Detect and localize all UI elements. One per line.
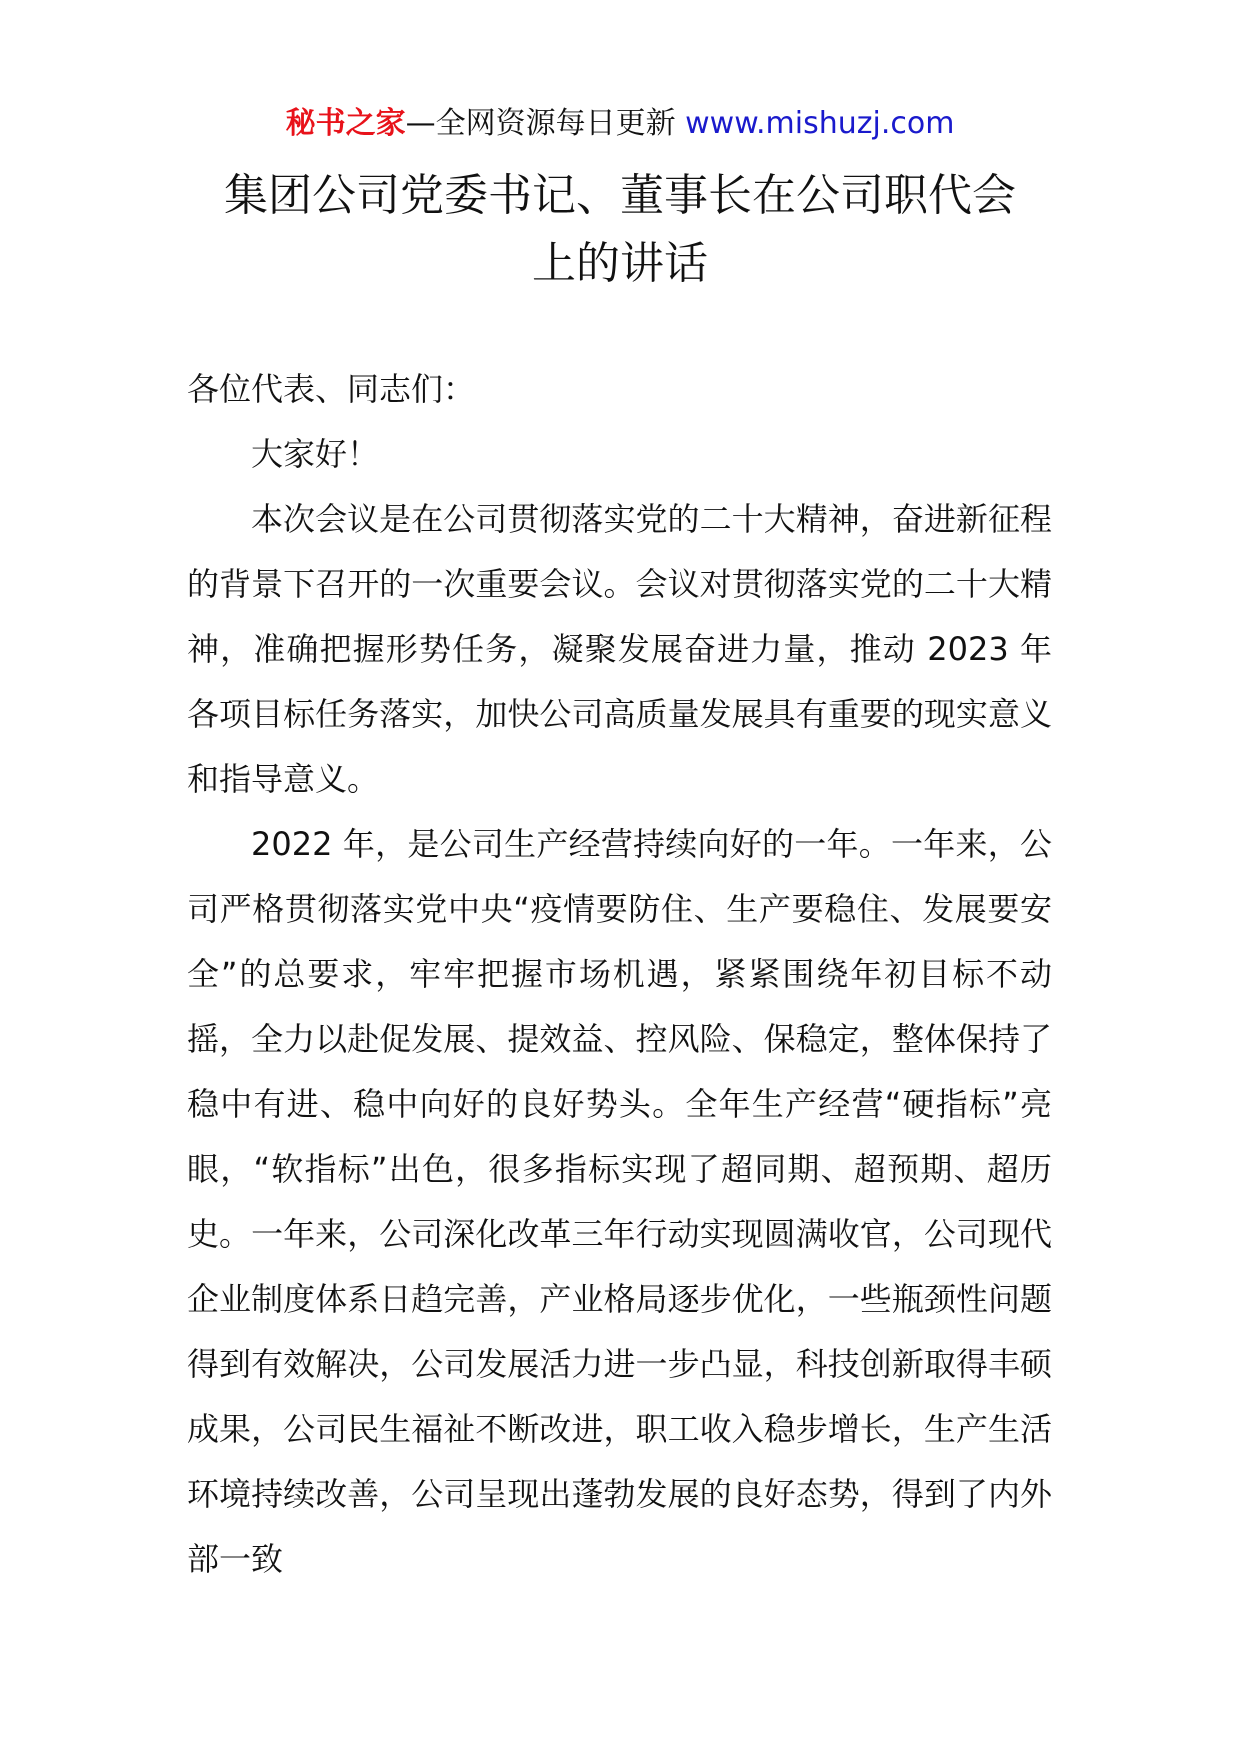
greeting: 大家好！ xyxy=(251,435,380,473)
paragraph-1: 本次会议是在公司贯彻落实党的二十大精神，奋进新征程的背景下召开的一次重要会议。会议对贯彻落实党的二十大精神，准确把握形势任务，凝聚发展奋进力量，推动 2023 年各项目标任务落实，加快公司高质量发展具有重要的现实意义和指导意义。 xyxy=(187,500,1052,798)
site-url[interactable]: www.mishuzj.com xyxy=(685,106,955,141)
document-title-line-2: 上的讲话 xyxy=(532,238,708,289)
site-slogan: —全网资源每日更新 xyxy=(405,106,686,141)
site-header xyxy=(0,102,1240,146)
site-brand: 秘书之家 xyxy=(285,106,406,141)
document-body xyxy=(187,357,1052,1592)
salutation: 各位代表、同志们： xyxy=(187,370,476,408)
paragraph-2: 2022 年，是公司生产经营持续向好的一年。一年来，公司严格贯彻落实党中央“疫情要防住、生产要稳住、发展要安全”的总要求，牢牢把握市场机遇，紧紧围绕年初目标不动摇，全力以赴促发展、提效益、控风险、保稳定，整体保持了稳中有进、稳中向好的良好势头。全年生产经营“硬指标”亮眼，“软指标”出色，很多指标实现了超同期、超预期、超历史。一年来，公司深化改革三年行动实现圆满收官，公司现代企业制度体系日趋完善，产业格局逐步优化，一些瓶颈性问题得到有效解决，公司发展活力进一步凸显，科技创新取得丰硕成果，公司民生福祉不断改进，职工收入稳步增长，生产生活环境持续改善，公司呈现出蓬勃发展的良好态势，得到了内外部一致 xyxy=(187,825,1052,1578)
document-title xyxy=(150,162,1090,298)
document-title-line-1: 集团公司党委书记、董事长在公司职代会 xyxy=(224,170,1016,221)
